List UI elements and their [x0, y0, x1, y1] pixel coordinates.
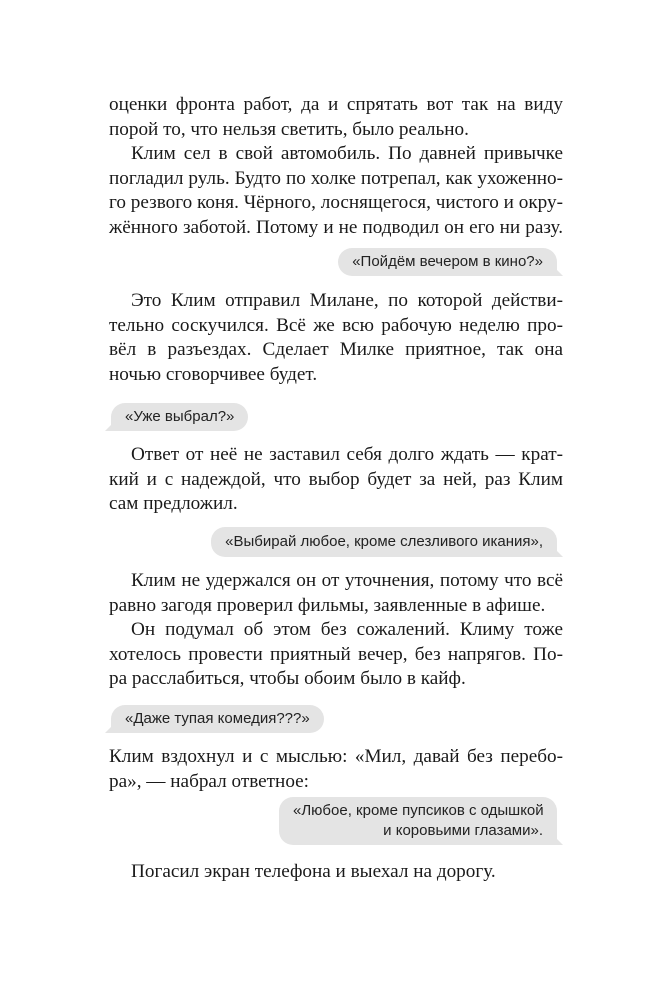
message-text: «Даже тупая комедия???» [125, 710, 310, 727]
message-bubble-incoming [111, 403, 248, 431]
text-line: тельно соскучился. Всё же всю рабочую неделю про- [109, 314, 563, 336]
message-bubble-outgoing [211, 527, 557, 557]
text-line: погладил руль. Будто по холке потрепал, как ухоженно- [109, 167, 563, 189]
text-line: Погасил экран телефона и выехал на дорогу. [131, 861, 496, 882]
message-text: «Уже выбрал?» [125, 408, 235, 425]
message-bubble-incoming [111, 705, 324, 733]
paragraph [109, 618, 563, 692]
message-text: «Пойдём вечером в кино?» [352, 253, 543, 270]
message-text: «Выбирай любое, кроме слезливого икания», [225, 533, 543, 550]
text-line: Клим не удержался он от уточнения, потому что всё [131, 570, 563, 591]
text-line: вёл в разъездах. Сделает Милке приятное, так она [109, 339, 563, 360]
text-line: кий и с надеждой, что выбор будет за ней, раз Клим [109, 468, 563, 490]
text-line: Это Клим отправил Милане, по которой действи- [131, 290, 563, 311]
message-bubble-outgoing [279, 797, 557, 845]
text-line: ра», — набрал ответное: [109, 770, 309, 792]
text-line: равно загодя проверил фильмы, заявленные в афише. [109, 594, 546, 616]
text-line: ра расслабиться, чтобы обоим было в кайф. [109, 668, 466, 689]
message-text-line: и коровьими глазами». [383, 822, 543, 839]
text-line: Клим вздохнул и с мыслью: «Мил, давай без перебо- [109, 746, 563, 767]
message-text-line: «Любое, кроме пупсиков с одышкой [293, 802, 544, 819]
text-line: Он подумал об этом без сожалений. Климу тоже [131, 619, 563, 640]
text-line: оценки фронта работ, да и спрятать вот так на виду [109, 94, 563, 115]
message-bubble-outgoing [338, 248, 557, 276]
text-line: порой то, что нельзя светить, было реально. [109, 118, 469, 140]
text-line: Клим сел в свой автомобиль. По давней привычке [131, 143, 563, 164]
paragraph [109, 93, 563, 142]
paragraph [109, 860, 563, 885]
paragraph [109, 289, 563, 387]
paragraph [109, 745, 563, 794]
text-line: ночью сговорчивее будет. [109, 363, 318, 385]
text-line: Ответ от неё не заставил себя долго ждать — крат- [131, 444, 563, 465]
paragraph [109, 443, 563, 517]
text-line: го резвого коня. Чёрного, лоснящегося, чистого и окру- [109, 192, 563, 213]
paragraph [109, 569, 563, 618]
text-line: хотелось провести приятный вечер, без напрягов. По- [109, 643, 563, 665]
paragraph [109, 142, 563, 240]
text-line: сам предложил. [109, 493, 238, 514]
text-line: жённого заботой. Потому и не подводил он его ни разу. [109, 216, 563, 238]
